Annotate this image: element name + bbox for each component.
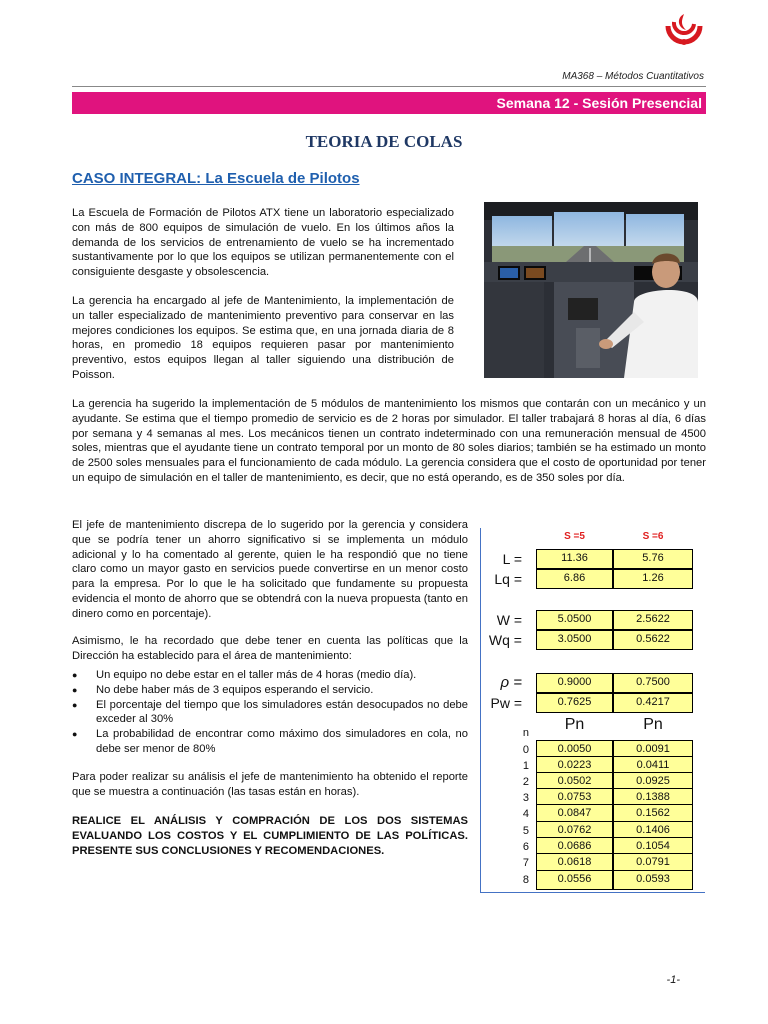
pn-value: 0.0091 bbox=[613, 740, 693, 760]
paragraph-instructions: REALICE EL ANÁLISIS Y COMPRACIÓN DE LOS DOS SISTEMAS EVALUANDO LOS COSTOS Y EL CUMPLIMIENTO DE LAS POLÍTICAS. PRESENTE SUS CONCLUSIONES Y RECOMENDACIONES. bbox=[72, 815, 468, 857]
flight-simulator-photo bbox=[484, 202, 698, 378]
university-logo-icon bbox=[664, 12, 704, 52]
metric-value: 0.7625 bbox=[536, 693, 613, 713]
case-title: CASO INTEGRAL: La Escuela de Pilotos bbox=[72, 170, 360, 187]
queue-results-table bbox=[480, 528, 705, 893]
n-value: 7 bbox=[522, 857, 529, 869]
metric-label: Wq = bbox=[488, 632, 522, 648]
bullet-icon: ● bbox=[72, 670, 78, 680]
list-item: ● No debe haber más de 3 equipos esperando el servicio. bbox=[72, 683, 374, 696]
n-value: 6 bbox=[522, 841, 529, 853]
pn-value: 0.1388 bbox=[613, 788, 693, 808]
metric-value: 3.0500 bbox=[536, 630, 613, 650]
course-code: MA368 – Métodos Cuantitativos bbox=[562, 71, 704, 82]
metric-label: Pw = bbox=[490, 695, 522, 711]
n-value: 8 bbox=[522, 874, 529, 886]
list-item: ● Un equipo no debe estar en el taller más de 4 horas (medio día). bbox=[72, 669, 417, 681]
paragraph-proposal: El jefe de mantenimiento discrepa de lo sugerido por la gerencia y considera que se podría tener un ahorro significativo si se implementa un módulo adicional y lo ha comentado al gerente, quien le ha respondió que no tiene claro como un mayor gasto en servicios puede convertirse en un menor costo para la empresa. Por lo que le ha solicitado que fundamente su propuesta evidencia el monto de ahorro que se obtendrá con la nueva propuesta (tanto en dinero como en porcentaje). bbox=[72, 519, 468, 620]
header-s6: S =6 bbox=[642, 531, 664, 542]
pn-header-s5: Pn bbox=[564, 716, 585, 733]
metric-value: 0.7500 bbox=[613, 673, 693, 693]
pn-value: 0.0050 bbox=[536, 740, 613, 760]
metric-value: 1.26 bbox=[613, 569, 693, 589]
metric-value: 0.4217 bbox=[613, 693, 693, 713]
page-title: TEORIA DE COLAS bbox=[305, 132, 463, 151]
metric-label: W = bbox=[496, 612, 522, 628]
paragraph-intro: La Escuela de Formación de Pilotos ATX tiene un laboratorio especializado con más de 800 equipos de simulación de vuelo. En los últimos años la demanda de los servicios de entrenamiento de vuelo se ha incrementado sustantivamente por lo que los equipos se utilizan permanentemente con el consiguiente desgaste y obsolescencia. bbox=[72, 207, 454, 279]
pn-value: 0.0411 bbox=[613, 756, 693, 776]
n-value: 4 bbox=[522, 808, 529, 820]
bullet-icon: ● bbox=[72, 699, 78, 710]
list-item: ● El porcentaje del tiempo que los simuladores están desocupados no debe exceder al 30% bbox=[72, 698, 468, 726]
pn-value: 0.0223 bbox=[536, 756, 613, 776]
pn-value: 0.0847 bbox=[536, 804, 613, 824]
policy-list bbox=[72, 668, 468, 757]
metric-value: 11.36 bbox=[536, 549, 613, 569]
metric-value: 2.5622 bbox=[613, 610, 693, 630]
metric-label: Lq = bbox=[494, 571, 522, 587]
metric-label: L = bbox=[502, 551, 522, 567]
header-divider bbox=[72, 86, 706, 87]
bullet-icon: ● bbox=[72, 684, 78, 695]
list-item: ● La probabilidad de encontrar como máximo dos simuladores en cola, no debe ser menor de 80% bbox=[72, 728, 468, 755]
pn-value: 0.0593 bbox=[613, 870, 693, 890]
pn-value: 0.0791 bbox=[613, 853, 693, 873]
week-banner: Semana 12 - Sesión Presencial bbox=[72, 92, 706, 114]
pn-header-s6: Pn bbox=[643, 716, 663, 733]
pn-value: 0.0753 bbox=[536, 788, 613, 808]
paragraph-management: La gerencia ha encargado al jefe de Mantenimiento, la implementación de un taller especializado de mantenimiento preventivo para conservar en las mejores condiciones los equipos. Se estima que, en una jornada diaria de 8 horas, en promedio 18 equipos requieren pasar por mantenimiento preventivo, estos equipos llegan al taller siguiendo una distribución de Poisson. bbox=[72, 295, 454, 381]
metric-value: 6.86 bbox=[536, 569, 613, 589]
pn-value: 0.0925 bbox=[613, 772, 693, 792]
pn-value: 0.0556 bbox=[536, 870, 613, 890]
n-value: 2 bbox=[522, 776, 529, 788]
metric-label: ρ = bbox=[500, 674, 522, 691]
paragraph-policies-intro: Asimismo, le ha recordado que debe tener en cuenta las políticas que la Dirección ha establecido para el área de mantenimiento: bbox=[72, 635, 468, 662]
n-value: 5 bbox=[522, 825, 529, 837]
page-number: -1- bbox=[666, 974, 680, 986]
bullet-icon: ● bbox=[72, 729, 78, 740]
header-s5: S =5 bbox=[564, 531, 585, 542]
metric-value: 5.76 bbox=[613, 549, 693, 569]
pn-value: 0.1054 bbox=[613, 837, 693, 857]
pn-value: 0.1406 bbox=[613, 821, 693, 841]
n-value: 3 bbox=[522, 792, 529, 804]
n-value: 0 bbox=[522, 744, 529, 756]
n-header: n bbox=[522, 727, 529, 739]
paragraph-suggestion: La gerencia ha sugerido la implementación de 5 módulos de mantenimiento los mismos que contarán con un mecánico y un ayudante. Se estima que el tiempo promedio de servicio es de 2 horas por simulador. El taller trabajará 8 horas al día, 6 días por semana y 4 semanas al mes. Los mecánicos tienen un contrato indeterminado con una remuneración mensual de 4500 soles, mientras que el ayudante tiene un contrato temporal por un monto de 80 soles diarios; también se ha estimado un monto de 2500 soles mensuales para el funcionamiento de cada módulo. La gerencia considera que el costo de oportunidad por tener un equipo de simulación en el taller de mantenimiento, es decir, que no está operando, es de 350 soles por día. bbox=[72, 398, 706, 484]
pn-value: 0.0502 bbox=[536, 772, 613, 792]
n-value: 1 bbox=[522, 760, 529, 772]
pn-value: 0.0762 bbox=[536, 821, 613, 841]
metric-value: 5.0500 bbox=[536, 610, 613, 630]
pn-value: 0.1562 bbox=[613, 804, 693, 824]
paragraph-report: Para poder realizar su análisis el jefe de mantenimiento ha obtenido el reporte que se muestra a continuación (las tasas están en horas). bbox=[72, 771, 468, 798]
pn-value: 0.0686 bbox=[536, 837, 613, 857]
metric-value: 0.9000 bbox=[536, 673, 613, 693]
pn-value: 0.0618 bbox=[536, 853, 613, 873]
metric-value: 0.5622 bbox=[613, 630, 693, 650]
